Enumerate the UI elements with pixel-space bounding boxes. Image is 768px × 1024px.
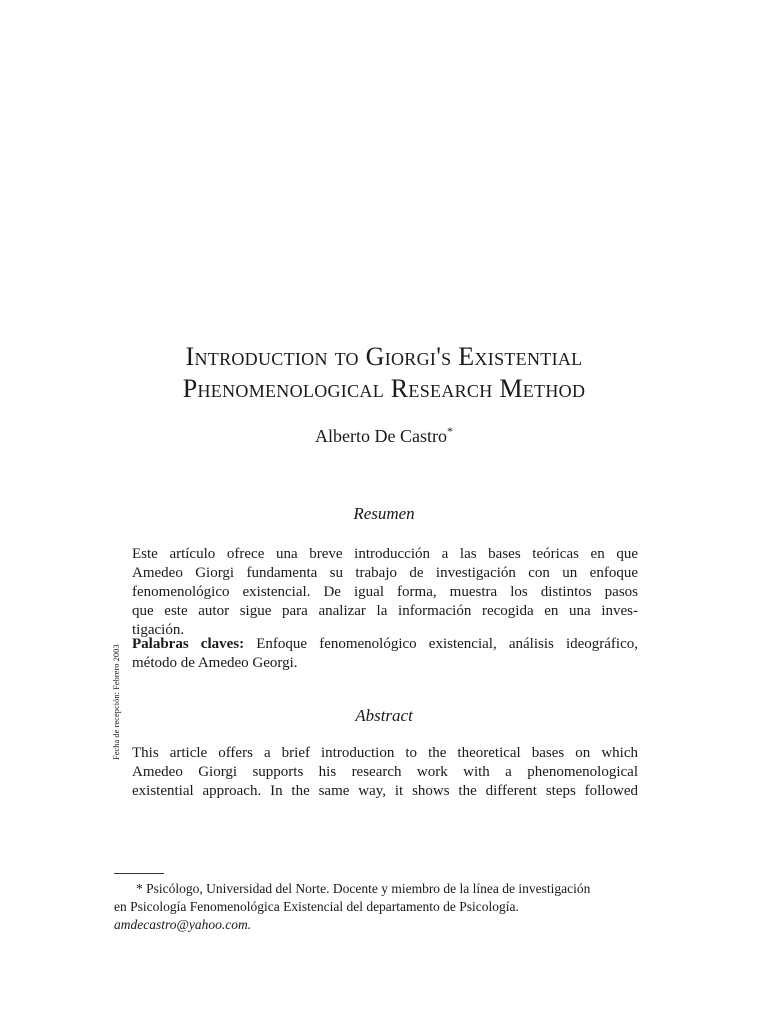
resumen-line: que este autor sigue para analizar la información recogida en una inves- bbox=[132, 603, 638, 619]
footnote-divider bbox=[114, 873, 164, 874]
author-name bbox=[130, 425, 638, 447]
author-name-text: Alberto De Castro bbox=[315, 426, 447, 446]
author-footnote-marker: * bbox=[446, 424, 453, 438]
resumen-line: fenomenológico existencial. De igual forma, muestra los distintos pasos bbox=[132, 584, 638, 600]
abstract-heading: Abstract bbox=[355, 706, 413, 725]
abstract-line: Amedeo Giorgi supports his research work with a phenomenological bbox=[132, 764, 638, 780]
resumen-line: Este artículo ofrece una breve introducción a las bases teóricas en que bbox=[132, 546, 638, 562]
resumen-paragraph bbox=[132, 545, 638, 640]
keywords-line-2: método de Amedeo Georgi. bbox=[132, 655, 298, 671]
keywords-paragraph bbox=[132, 635, 638, 673]
abstract-line: existential approach. In the same way, it shows the different steps followed bbox=[132, 783, 638, 799]
resumen-heading: Resumen bbox=[353, 504, 415, 523]
footnote-line-1: * Psicólogo, Universidad del Norte. Docente y miembro de la línea de investigación bbox=[136, 881, 591, 896]
resumen-line: tigación. bbox=[132, 622, 185, 638]
abstract-line: This article offers a brief introduction to the theoretical bases on which bbox=[132, 745, 638, 761]
footnote-line-2: en Psicología Fenomenológica Existencial del departamento de Psicología. bbox=[114, 899, 519, 914]
keywords-label: Palabras claves: bbox=[132, 636, 245, 652]
abstract-paragraph bbox=[132, 744, 638, 801]
resumen-line: Amedeo Giorgi fundamenta su trabajo de investigación con un enfoque bbox=[132, 565, 638, 581]
author-footnote bbox=[114, 880, 660, 934]
keywords-text: Enfoque fenomenológico existencial, análisis ideográfico, bbox=[244, 636, 639, 652]
reception-date-note: Fecha de recepción: Febrero 2003 bbox=[111, 644, 121, 760]
article-title-line-1: Introduction to Giorgi's Existential bbox=[185, 342, 583, 371]
author-email: amdecastro@yahoo.com. bbox=[114, 917, 252, 932]
article-title-line-2: Phenomenological Research Method bbox=[182, 374, 586, 403]
keywords-line-1 bbox=[132, 635, 638, 654]
